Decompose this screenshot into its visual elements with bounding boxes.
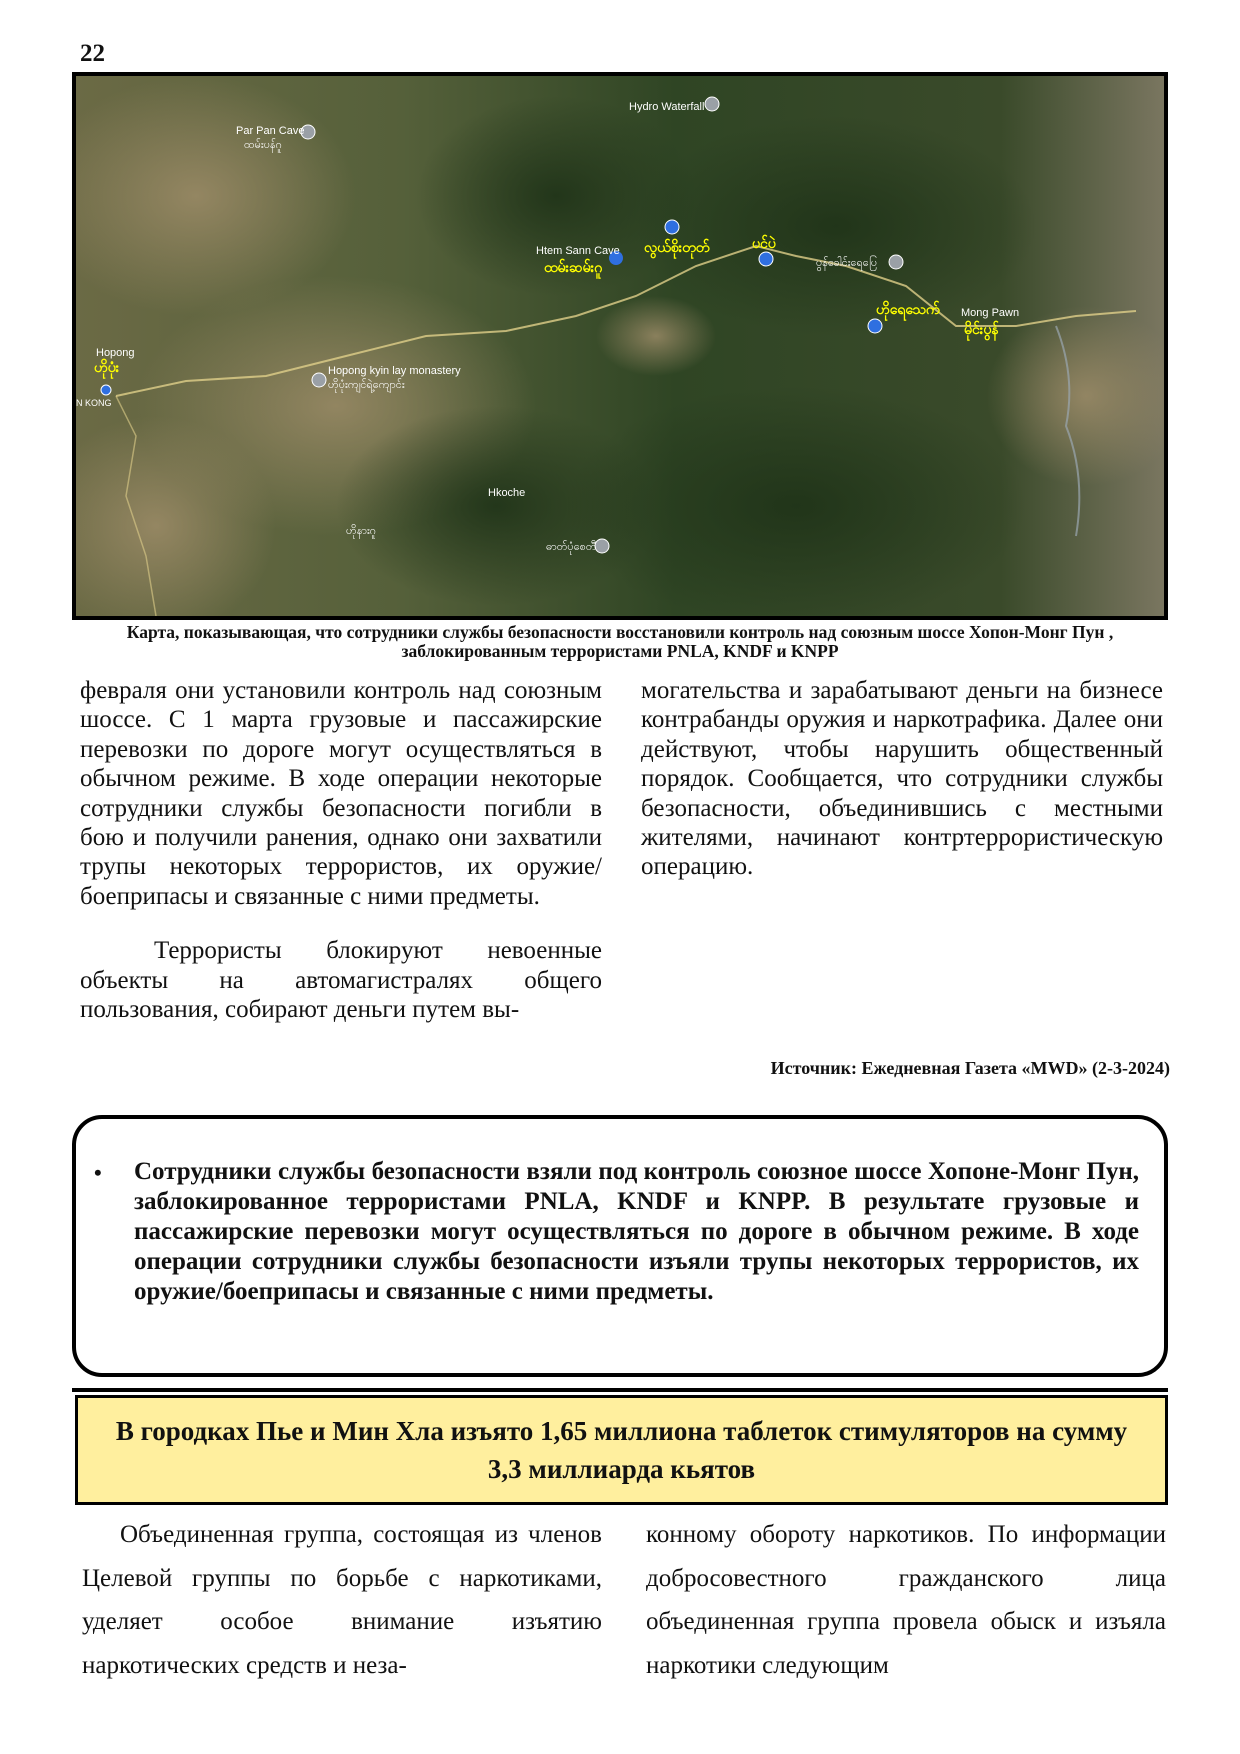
map-label-hydro-waterfall: Hydro Waterfall xyxy=(629,101,705,113)
map-label-bottom-2: ဓာတ်ပုံစေတီ xyxy=(546,541,597,553)
map-image xyxy=(72,72,1168,620)
article2-column-left xyxy=(82,1513,602,1687)
map-label-hkoche: Hkoche xyxy=(488,487,526,499)
map-label-pa-pan: ပင်ပဲ xyxy=(752,236,776,252)
summary-box xyxy=(72,1115,1168,1377)
article2-headline-box xyxy=(75,1395,1168,1505)
article1-paragraph: февраля они установили контроль над союзным шоссе. С 1 марта грузовые и пассажирские перевозки по дороге могут осуществляться в обычном режиме. В ходе операции некоторые сотрудники службы безопасности погибли в бою и получили ранения, однако они захватили трупы некоторых террористов, их оружие/боеприпасы и связанные с ними предметы. xyxy=(80,677,602,910)
article1-paragraph: Террористы блокируют невоенные объекты на автомагистралях общего пользования, собирают деньги путем вы- xyxy=(80,937,602,1024)
map-label-par-pan-cave: Par Pan Cave xyxy=(236,125,305,137)
map-label-hoyasowk: ဟိုရေသေက် xyxy=(876,302,940,318)
map-caption: Карта, показывающая, что сотрудники службы безопасности восстановили контроль над союзным шоссе Хопон-Монг Пун , заблокированным террористами PNLA, KNDF и KNPP xyxy=(126,622,1114,661)
article2-paragraph: конному обороту наркотиков. По информации добросовестного гражданского лица объединенная группа провела обыск и изъяла наркотики следующим xyxy=(646,1521,1166,1679)
map-label-mong-pawn-my: မိုင်းပွန် xyxy=(964,322,999,338)
map-label-par-pan-cave-my: ထမ်းပန်ဂူ xyxy=(244,139,282,151)
map-label-htem-sann-cave: Htem Sann Cave xyxy=(536,245,620,257)
map-label-mong-pawn: Mong Pawn xyxy=(961,307,1020,319)
article2-column-right xyxy=(646,1513,1166,1687)
map-label-hopong-monastery-my: ဟိုပုံးကျင်ရဲ့ကျောင်း xyxy=(328,379,405,391)
article1-source: Источник: Ежедневная Газета «MWD» (2-3-2024) xyxy=(770,1058,1170,1078)
map-label-htem-sann-cave-my: ထမ်းဆမ်းဂူ xyxy=(544,260,603,276)
article1-column-right xyxy=(641,676,1163,882)
map-label-loikaw: လွယ်စိုးတုတ် xyxy=(644,240,710,256)
map-label-kong: N KONG xyxy=(76,398,112,408)
page-number: 22 xyxy=(80,40,105,67)
article2-headline: В городках Пье и Мин Хла изъято 1,65 миллиона таблеток стимуляторов на сумму 3,3 миллиарда кьятов xyxy=(115,1416,1128,1484)
summary-text: Сотрудники службы безопасности взяли под контроль союзное шоссе Хопоне-Монг Пун, заблокированное террористами PNLA, KNDF и KNPP. В результате грузовые и пассажирские перевозки могут осуществляться по дороге в обычном режиме. В ходе операции сотрудники службы безопасности изъяли трупы некоторых террористов, их оружие/боеприпасы и связанные с ними предметы. xyxy=(134,1158,1139,1305)
map-label-pinwa: ပွန်ခေါင်းရေပြေ xyxy=(816,257,878,269)
map-label-bottom-1: ဟိုနားဂူ xyxy=(346,525,377,537)
map-label-hopong-my: ဟိုပုံး xyxy=(94,360,120,376)
article2-paragraph: Объединенная группа, состоящая из членов Целевой группы по борьбе с наркотиками, уделяет особое внимание изъятию наркотических средств и неза- xyxy=(82,1521,602,1679)
map-label-hopong-monastery: Hopong kyin lay monastery xyxy=(328,365,461,377)
bullet-icon: • xyxy=(94,1160,102,1185)
article1-paragraph: могательства и зарабатывают деньги на бизнесе контрабанды оружия и наркотрафика. Далее они действуют, чтобы нарушить общественный порядок. Сообщается, что сотрудники службы безопасности, объединившись с местными жителями, начинают контртеррористическую операцию. xyxy=(641,677,1163,881)
article1-column-left xyxy=(80,676,602,1024)
map-label-hopong: Hopong xyxy=(96,347,135,359)
divider-rule xyxy=(72,1388,1168,1392)
